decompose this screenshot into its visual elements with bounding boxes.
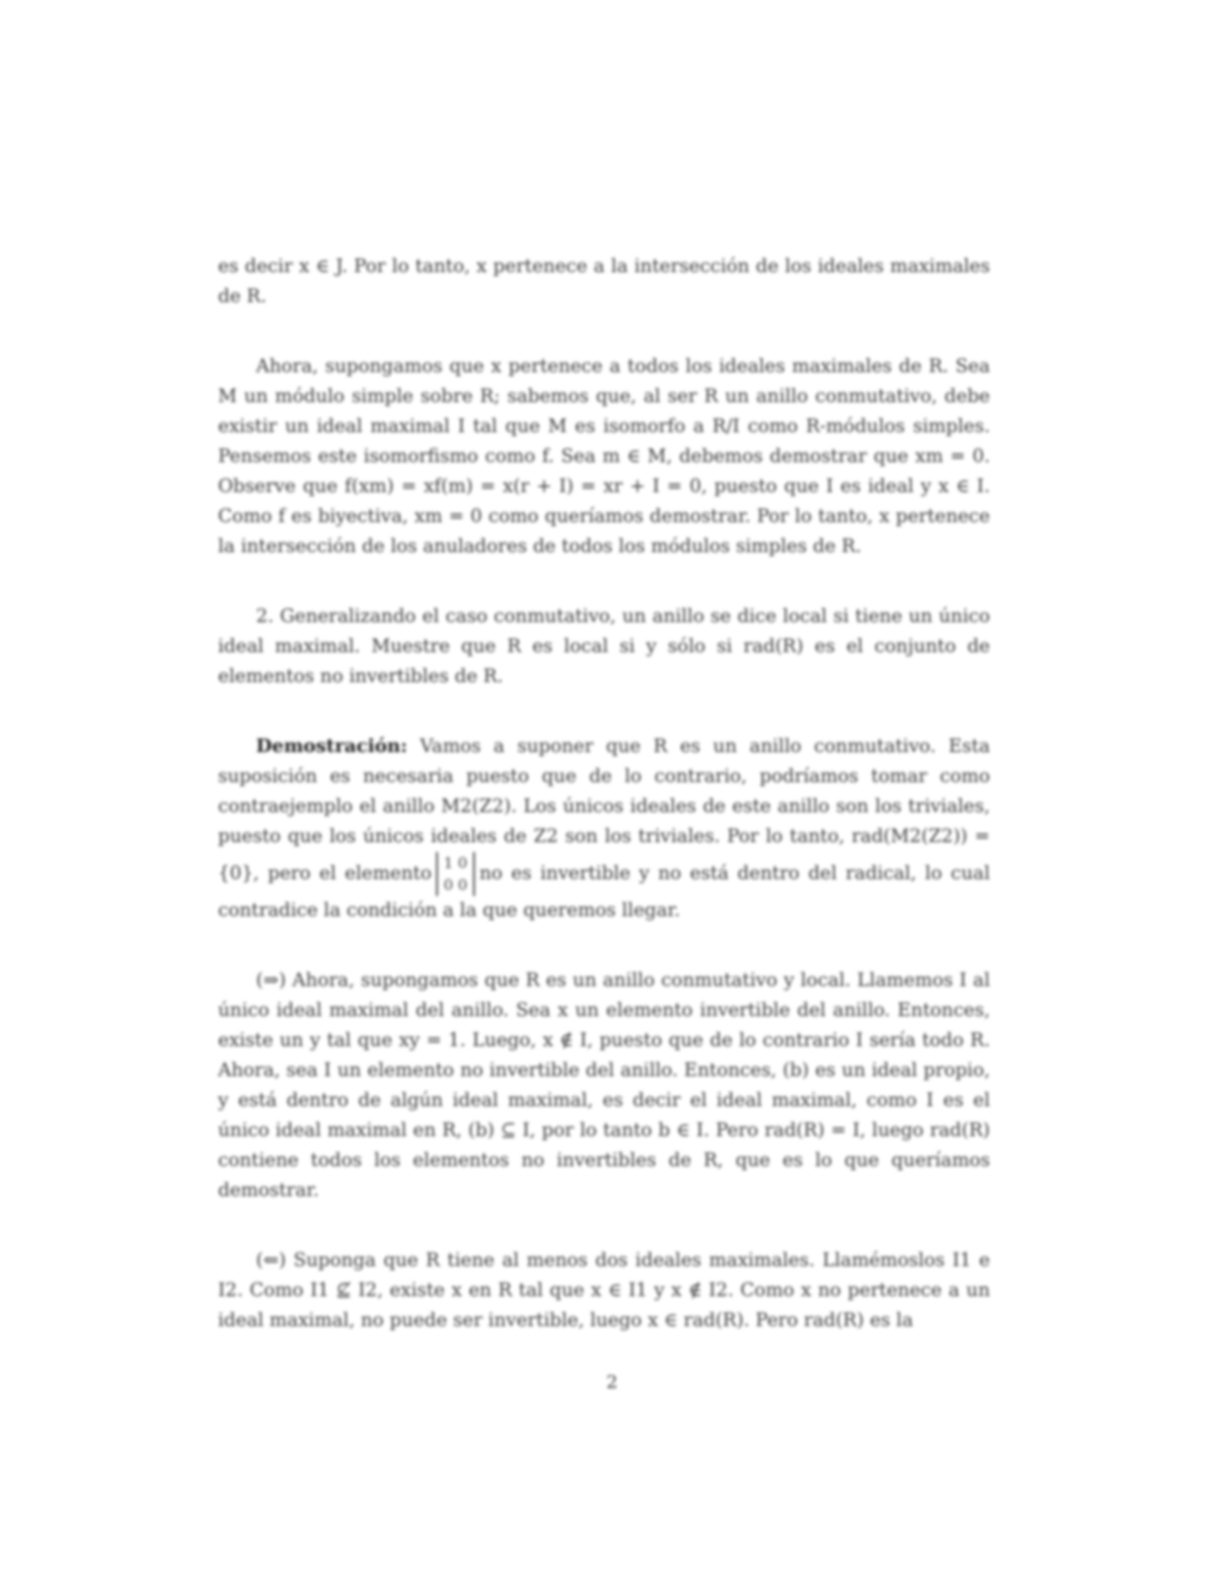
- matrix-element: [436, 852, 476, 896]
- matrix-row-2: 0 0: [443, 876, 468, 894]
- matrix-row-1: 1 0: [443, 854, 468, 872]
- proof-label: Demostración:: [256, 736, 408, 757]
- exercise-statement-text: 2. Generalizando el caso conmutativo, un anillo se dice local si tiene un único ideal maximal. Muestre que R es local si y sólo si rad(R) es el conjunto de elementos no invertibles de R.: [218, 606, 990, 687]
- paragraph-continuation: es decir x ∈ J. Por lo tanto, x pertenece a la intersección de los ideales maximales de R.: [218, 256, 990, 307]
- page-number: 2: [606, 1372, 618, 1393]
- proof-paragraph: [218, 732, 990, 926]
- paragraph-backward-direction: [218, 1246, 990, 1336]
- page-body: [218, 252, 990, 1376]
- paragraph-converse: [218, 352, 990, 562]
- paragraph-converse-text: Ahora, supongamos que x pertenece a todos los ideales maximales de R. Sea M un módulo simple sobre R; sabemos que, al ser R un anillo conmutativo, debe existir un ideal maximal I tal que M es isomorfo a R/I como R-módulos simples. Pensemos este isomorfismo como f. Sea m ∈ M, debemos demostrar que xm = 0. Observe que f(xm) = xf(m) = x(r + I) = xr + I = 0, puesto que I es ideal y x ∈ I. Como f es biyectiva, xm = 0 como queríamos demostrar. Por lo tanto, x pertenece la intersección de los anuladores de todos los módulos simples de R.: [218, 356, 990, 557]
- proof-text-end: no es invertible y no está dentro del radical, lo cual contradice la condición a la que queremos llegar.: [218, 863, 990, 921]
- paragraph-forward-text: (⇒) Ahora, supongamos que R es un anillo conmutativo y local. Llamemos I al único ideal maximal del anillo. Sea x un elemento invertible del anillo. Entonces, existe un y tal que xy = 1. Luego, x ∉ I, puesto que de lo contrario I sería todo R. Ahora, sea I un elemento no invertible del anillo. Entonces, (b) es un ideal propio, y está dentro de algún ideal maximal, es decir el ideal maximal, como I es el único ideal maximal en R, (b) ⊆ I, por lo tanto b ∈ I. Pero rad(R) = I, luego rad(R) contiene todos los elementos no invertibles de R, que es lo que queríamos demostrar.: [218, 970, 990, 1201]
- paragraph-forward-direction: [218, 966, 990, 1206]
- proof-text-start: Vamos a suponer que R es un anillo conmutativo. Esta suposición es necesaria puesto que de lo contrario, podríamos tomar como contraejemplo el anillo M2(Z2). Los únicos ideales de este anillo son los triviales, puesto que los únicos ideales de Z2 son los triviales. Por lo tanto, rad(M2(Z2)) = {0}, pero el elemento: [218, 736, 990, 884]
- exercise-statement: [218, 602, 990, 692]
- paragraph-backward-text: (⇐) Suponga que R tiene al menos dos ideales maximales. Llamémoslos I1 e I2. Como I1 ⊈ I2, existe x en R tal que x ∈ I1 y x ∉ I2. Como x no pertenece a un ideal maximal, no puede ser invertible, luego x ∈ rad(R). Pero rad(R) es la: [218, 1250, 990, 1331]
